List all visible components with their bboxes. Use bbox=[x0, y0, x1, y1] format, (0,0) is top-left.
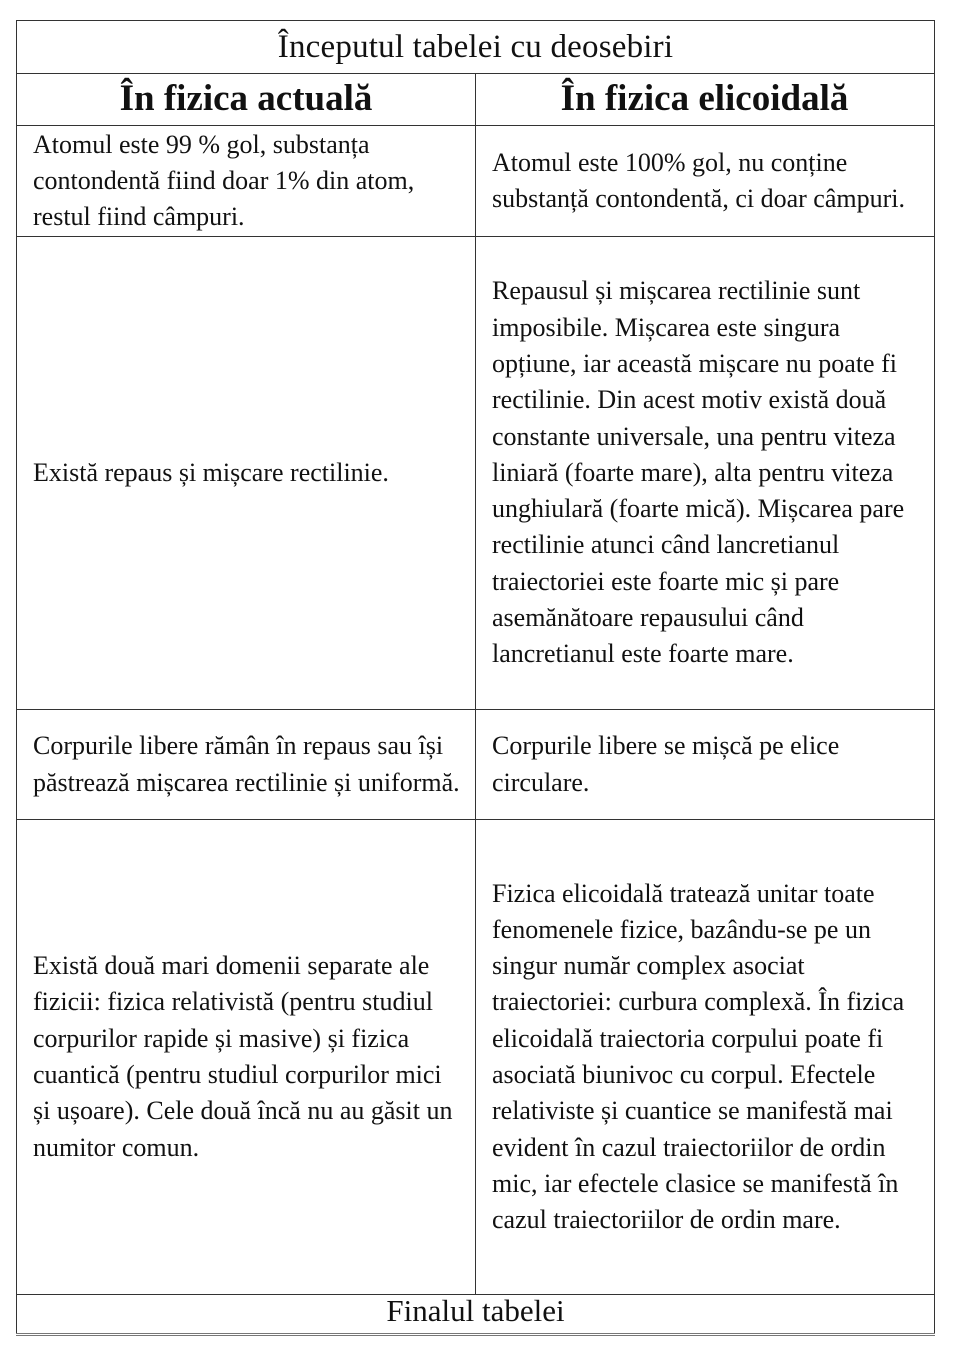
table-row bbox=[17, 126, 934, 237]
header-current-physics: În fizica actuală bbox=[17, 74, 476, 125]
table-header-row bbox=[17, 74, 934, 126]
row-3-current: Corpurile libere rămân în repaus sau își păstrează mișcarea rectilinie și uniformă. bbox=[17, 710, 476, 819]
row-2-helicoidal: Repausul și mișcarea rectilinie sunt imposibile. Mișcarea este singura opțiune, iar această mișcare nu poate fi rectilinie. Din acest motiv există două constante universale, una pentru viteza liniară (foarte mare), alta pentru viteza unghiulară (foarte mică). Mișcarea pare rectilinie atunci când lancretianul traiectoriei este foarte mic și pare asemănătoare repausului când lancretianul este foarte mare. bbox=[492, 276, 905, 669]
header-helicoidal-physics: În fizica elicoidală bbox=[560, 78, 849, 120]
table-row bbox=[17, 820, 934, 1295]
row-1-current: Atomul este 99 % gol, substanța contondentă fiind doar 1% din atom, restul fiind câmpuri. bbox=[17, 126, 476, 236]
row-4-current: Există două mari domenii separate ale fizicii: fizica relativistă (pentru studiul corpurilor rapide și masive) și fizica cuantică (pentru studiul corpurilor mici și ușoare). Cele două încă nu au găsit un numitor comun. bbox=[17, 820, 476, 1294]
row-3-helicoidal: Corpurile libere se mișcă pe elice circulare. bbox=[492, 731, 840, 797]
table-footer: Finalul tabelei bbox=[386, 1293, 565, 1328]
row-2-current: Există repaus și mișcare rectilinie. bbox=[17, 237, 476, 709]
table-row bbox=[17, 237, 934, 710]
bottom-rule bbox=[16, 1333, 935, 1336]
table-row bbox=[17, 710, 934, 820]
row-1-helicoidal: Atomul este 100% gol, nu conține substanță contondentă, ci doar câmpuri. bbox=[492, 147, 905, 213]
comparison-table bbox=[16, 20, 935, 1334]
table-caption: Începutul tabelei cu deosebiri bbox=[17, 21, 934, 74]
row-4-helicoidal: Fizica elicoidală tratează unitar toate fenomenele fizice, bazându-se pe un singur număr complex asociat traiectoriei: curbura complexă. În fizica elicoidală traiectoria corpului poate fi asociată biunivoc cu corpul. Efectele relativiste și cuantice se manifestă mai evident în cazul traiectoriilor de ordin mic, iar efectele clasice se manifestă în cazul traiectoriilor de ordin mare. bbox=[492, 878, 905, 1235]
